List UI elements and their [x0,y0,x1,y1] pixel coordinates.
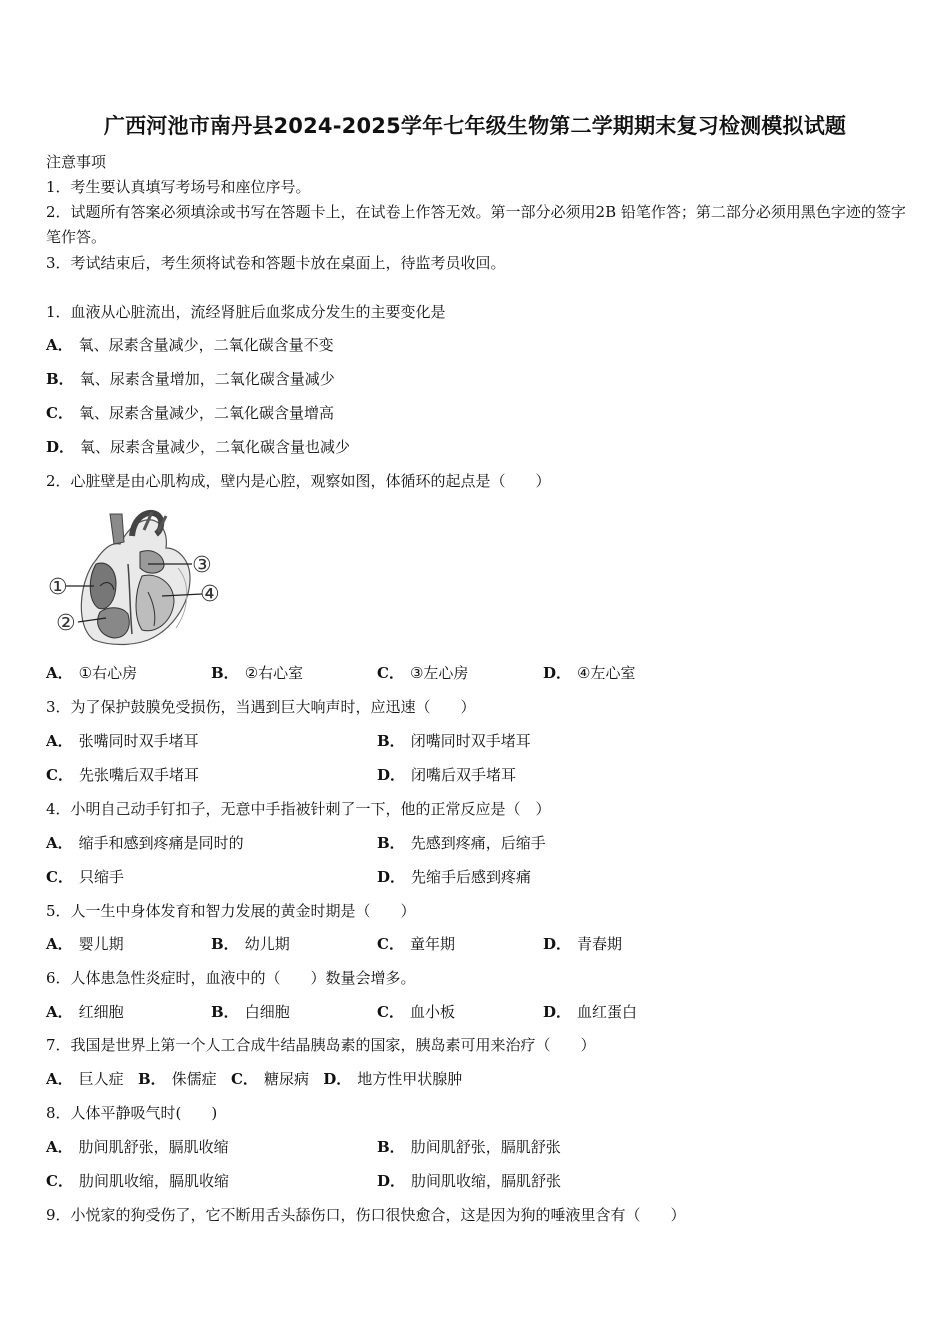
option-text: ②右心室 [244,664,304,682]
question-stem: 6．人体患急性炎症时，血液中的（ ）数量会增多。 [46,969,416,987]
option-text: 青春期 [577,935,623,953]
option-letter: B． [211,664,239,682]
option-text: 氧、尿素含量减少，二氧化碳含量增高 [78,404,334,422]
option-text: 婴儿期 [78,935,124,953]
option-letter: B． [377,1138,405,1156]
question-stem: 7．我国是世界上第一个人工合成牛结晶胰岛素的国家，胰岛素可用来治疗（ ） [46,1036,596,1054]
option-text: 糖尿病 [263,1070,309,1088]
option-a [46,663,137,683]
option-letter: B． [377,834,405,852]
label-4: ④ [200,582,220,607]
option-letter: B． [211,1003,239,1021]
option-text: 只缩手 [78,868,124,886]
option-letter: A． [46,664,73,682]
question-stem: 3．为了保护鼓膜免受损伤，当遇到巨大响声时，应迅速（ ） [46,698,476,716]
option-letter: C． [46,868,73,886]
option-letter: C． [377,664,404,682]
option-a [46,934,124,954]
option-text: 肋间肌收缩，膈肌舒张 [411,1172,562,1190]
question-stem: 1．血液从心脏流出，流经肾脏后血浆成分发生的主要变化是 [46,303,446,321]
option-letter: B． [137,1070,166,1088]
notice-heading: 注意事项 [46,153,107,171]
option-text: ①右心房 [78,664,138,682]
option-letter: D． [46,438,75,456]
option-b [211,1002,290,1022]
notice-item: 3．考试结束后，考生须将试卷和答题卡放在桌面上，待监考员收回。 [46,254,506,272]
option-text: ③左心房 [409,664,469,682]
option-text: 童年期 [409,935,455,953]
option-letter: D． [377,1172,406,1190]
option-b [211,934,290,954]
heart-diagram [44,508,234,648]
option-d [543,663,635,683]
option-text: 侏儒症 [171,1070,217,1088]
option-text: 先感到疼痛，后缩手 [410,834,546,852]
option-letter: C． [230,1070,258,1088]
option-text: 氧、尿素含量减少，二氧化碳含量也减少 [80,438,351,456]
option-letter: A． [46,935,73,953]
notice-item: 2．试题所有答案必须填涂或书写在答题卡上，在试卷上作答无效。第一部分必须用2B 铅笔作答；第二部分必须用黑色字迹的签字笔作答。 [46,203,906,246]
option-a [46,731,199,751]
option-text: 巨人症 [78,1070,124,1088]
option-b [377,833,546,853]
option-a [46,833,244,853]
option-text: 氧、尿素含量增加，二氧化碳含量减少 [79,370,335,388]
option-letter: A． [46,732,73,750]
option-d [46,437,350,457]
option-letter: D． [377,766,406,784]
option-text: 白细胞 [244,1003,290,1021]
option-text: 闭嘴同时双手堵耳 [410,732,531,750]
option-row [46,1069,462,1089]
option-letter: D． [377,868,406,886]
option-letter: A． [46,1138,73,1156]
option-letter: A． [46,1003,73,1021]
option-letter: A． [46,834,73,852]
option-d [377,867,531,887]
option-text: 红细胞 [78,1003,124,1021]
label-3: ③ [192,553,212,578]
option-letter: D． [543,935,572,953]
question-stem: 2．心脏壁是由心肌构成，壁内是心腔，观察如图，体循环的起点是（ ） [46,472,551,490]
option-d [543,934,622,954]
question-stem: 4．小明自己动手钉扣子，无意中手指被针刺了一下，他的正常反应是（ ） [46,800,551,818]
option-b [46,369,335,389]
option-text: ④左心室 [577,664,636,682]
option-letter: B． [211,935,239,953]
option-c [377,934,455,954]
option-text: 先缩手后感到疼痛 [411,868,532,886]
option-text: 张嘴同时双手堵耳 [78,732,199,750]
option-letter: C． [377,935,404,953]
option-b [211,663,303,683]
option-text: 肋间肌舒张，膈肌舒张 [410,1138,561,1156]
option-text: 幼儿期 [244,935,290,953]
option-letter: D． [323,1070,352,1088]
option-c [377,663,468,683]
option-c [377,1002,455,1022]
option-text: 闭嘴后双手堵耳 [411,766,517,784]
option-a [46,335,334,355]
option-c [46,403,334,423]
option-letter: A． [46,1070,73,1088]
option-d [377,1171,561,1191]
option-a [46,1002,124,1022]
option-letter: D． [543,664,572,682]
option-text: 肋间肌舒张，膈肌收缩 [78,1138,229,1156]
option-text: 血小板 [409,1003,455,1021]
option-letter: C． [46,766,73,784]
option-c [46,867,124,887]
option-b [377,731,531,751]
option-text: 肋间肌收缩，膈肌收缩 [78,1172,229,1190]
option-text: 先张嘴后双手堵耳 [78,766,199,784]
option-letter: A． [46,336,73,354]
label-2: ② [56,611,76,636]
option-d [543,1002,637,1022]
option-letter: C． [46,404,73,422]
option-text: 氧、尿素含量减少，二氧化碳含量不变 [78,336,334,354]
question-stem: 8．人体平静吸气时( ) [46,1104,218,1122]
option-b [377,1137,561,1157]
page-title: 广西河池市南丹县2024-2025学年七年级生物第二学期期末复习检测模拟试题 [103,114,847,138]
option-text: 缩手和感到疼痛是同时的 [78,834,244,852]
option-letter: B． [377,732,405,750]
option-a [46,1137,229,1157]
option-c [46,1171,229,1191]
question-stem: 9．小悦家的狗受伤了，它不断用舌头舔伤口，伤口很快愈合，这是因为狗的唾液里含有（ ） [46,1206,686,1224]
option-text: 地方性甲状腺肿 [357,1070,463,1088]
label-1: ① [48,575,68,600]
option-c [46,765,199,785]
option-letter: B． [46,370,74,388]
option-letter: C． [377,1003,404,1021]
option-letter: C． [46,1172,73,1190]
heart-illustration [81,512,190,645]
option-letter: D． [543,1003,572,1021]
option-d [377,765,516,785]
notice-item: 1．考生要认真填写考场号和座位序号。 [46,178,311,196]
option-text: 血红蛋白 [577,1003,638,1021]
question-stem: 5．人一生中身体发育和智力发展的黄金时期是（ ） [46,902,416,920]
